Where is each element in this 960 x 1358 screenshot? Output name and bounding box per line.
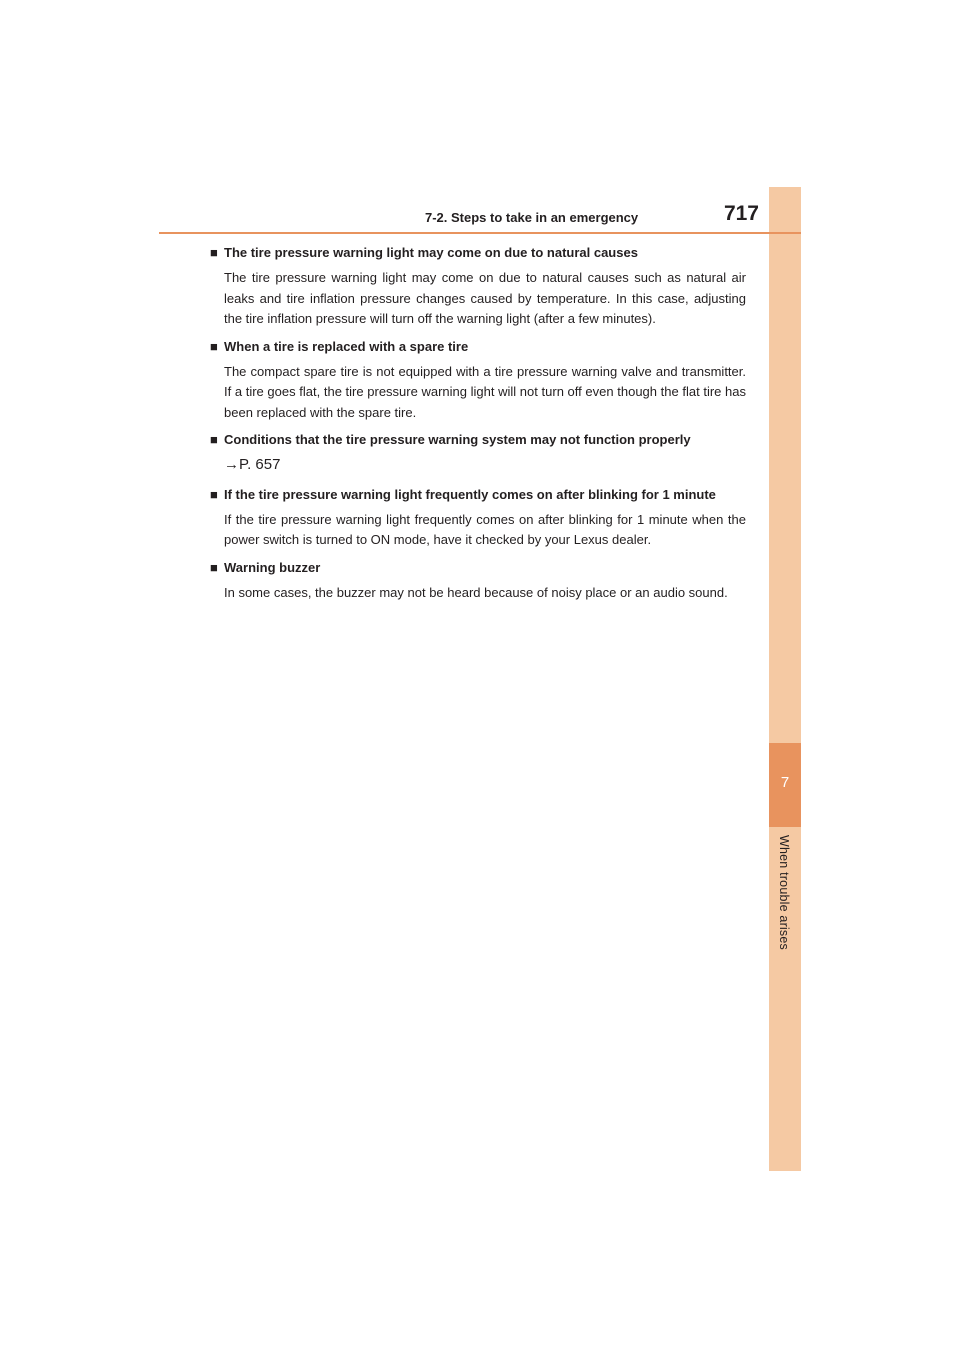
chapter-label: When trouble arises <box>777 835 791 950</box>
item-spare-tire <box>210 338 746 424</box>
item-heading: ■ Conditions that the tire pressure warning system may not function properly <box>210 432 691 447</box>
square-bullet-icon: ■ <box>210 486 218 502</box>
page-number: 717 <box>723 202 759 225</box>
section-title: 7-2. Steps to take in an emergency <box>425 210 639 225</box>
square-bullet-icon: ■ <box>210 245 218 260</box>
item-body: If the tire pressure warning light frequently comes on after blinking for 1 minute when the power switch is turned to ON mode, have it checked by your Lexus dealer. <box>224 511 746 547</box>
item-heading: ■ If the tire pressure warning light frequently comes on after blinking for 1 minute <box>210 486 716 502</box>
item-body: The compact spare tire is not equipped with a tire pressure warning valve and transmitter. If a tire goes flat, the tire pressure warning light will not turn off even though the flat tire has been replaced with the spare tire. <box>224 363 746 420</box>
chapter-side-tab <box>769 187 801 1171</box>
item-heading: ■ When a tire is replaced with a spare tire <box>210 338 469 354</box>
square-bullet-icon: ■ <box>210 559 218 575</box>
item-conditions <box>210 431 746 476</box>
item-frequent-warning <box>210 486 746 551</box>
page-reference-link[interactable]: →P. 657 <box>224 456 281 473</box>
item-heading: ■ The tire pressure warning light may come on due to natural causes <box>210 245 638 260</box>
item-heading: ■ Warning buzzer <box>210 559 321 575</box>
header-rule <box>159 232 801 234</box>
item-body: The tire pressure warning light may come on due to natural causes such as natural air leaks and tire inflation pressure changes caused by temperature. In this case, adjusting the tire inflation pressure will turn off the warning light (after a few minutes). <box>224 270 746 326</box>
square-bullet-icon: ■ <box>210 338 218 354</box>
item-body: In some cases, the buzzer may not be heard because of noisy place or an audio sound. <box>224 584 728 600</box>
item-natural-causes <box>210 244 746 330</box>
page-content <box>210 244 746 611</box>
item-warning-buzzer <box>210 559 746 604</box>
chapter-number: 7 <box>780 774 790 791</box>
square-bullet-icon: ■ <box>210 432 218 447</box>
